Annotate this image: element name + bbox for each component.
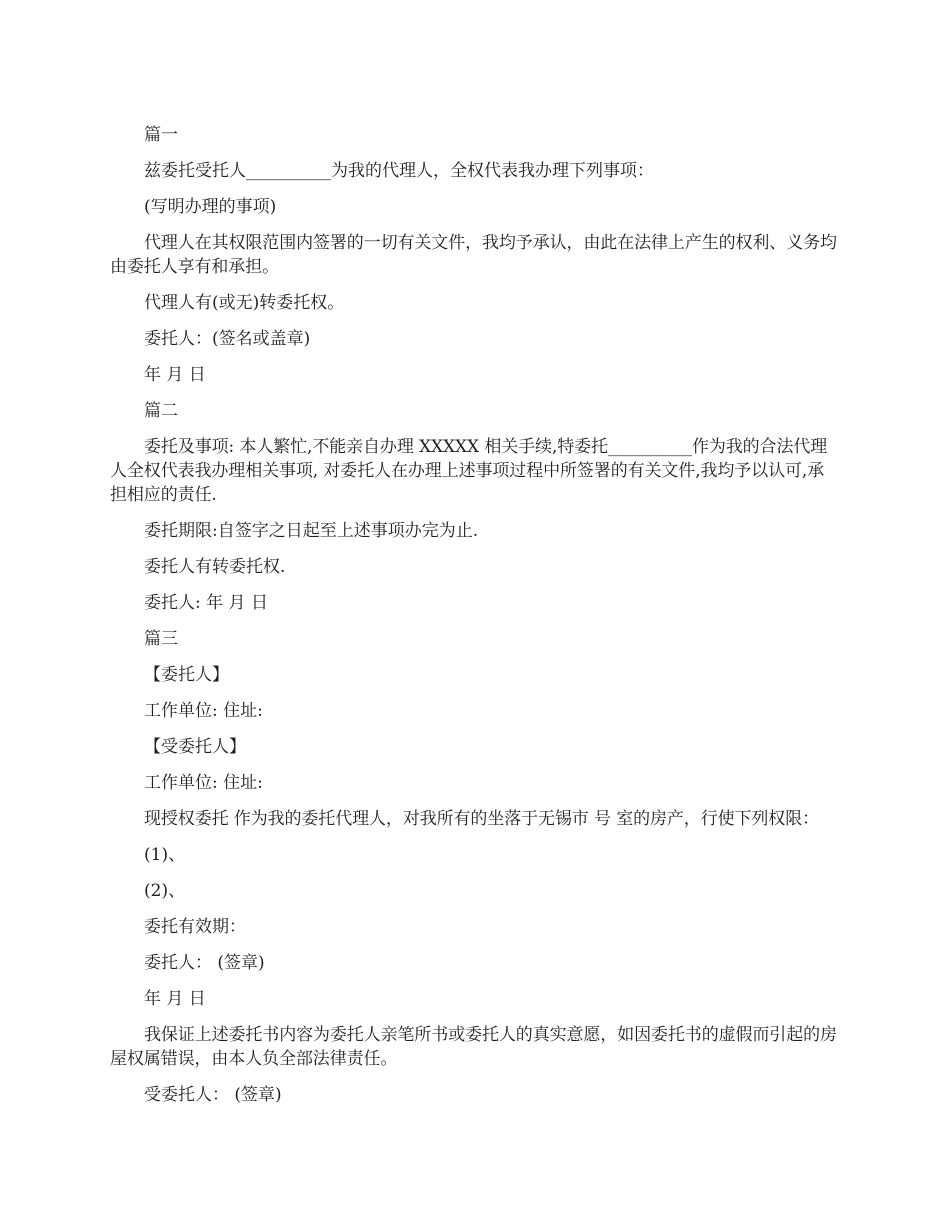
paragraph-3-12: 受委托人： (签章) bbox=[144, 1085, 282, 1105]
paragraph-3-10: 年 月 日 bbox=[144, 989, 206, 1009]
paragraph-3-5: 现授权委托 作为我的委托代理人，对我所有的坐落于无锡市 号 室的房产，行使下列权限： bbox=[144, 809, 820, 829]
paragraph-2-3: 委托人有转委托权. bbox=[144, 557, 286, 577]
paragraph-1-2: (写明办理的事项) bbox=[144, 197, 277, 217]
paragraph-3-4: 工作单位: 住址: bbox=[144, 773, 263, 793]
paragraph-1-4: 代理人有(或无)转委托权。 bbox=[144, 293, 345, 313]
section-title-2: 篇二 bbox=[144, 401, 178, 421]
paragraph-3-7: (2)、 bbox=[144, 881, 186, 901]
paragraph-3-2: 工作单位: 住址: bbox=[144, 701, 263, 721]
paragraph-1-1: 兹委托受托人__________为我的代理人，全权代表我办理下列事项： bbox=[144, 161, 654, 181]
paragraph-1-6: 年 月 日 bbox=[144, 365, 206, 385]
paragraph-1-3: 代理人在其权限范围内签署的一切有关文件，我均予承认，由此在法律上产生的权利、义务均由委托人享有和承担。 bbox=[110, 233, 837, 277]
paragraph-3-3: 【受委托人】 bbox=[144, 737, 246, 757]
paragraph-3-9: 委托人： (签章) bbox=[144, 953, 265, 973]
paragraph-2-4: 委托人: 年 月 日 bbox=[144, 593, 268, 613]
paragraph-3-6: (1)、 bbox=[144, 845, 186, 865]
paragraph-1-5: 委托人：(签名或盖章) bbox=[144, 329, 311, 349]
paragraph-2-1: 委托及事项: 本人繁忙,不能亲自办理 XXXXX 相关手续,特委托__________作为我的合法代理人全权代表我办理相关事项, 对委托人在办理上述事项过程中所签署的有关文件,我均予以认可,承担相应的责任. bbox=[110, 437, 828, 505]
paragraph-3-11: 我保证上述委托书内容为委托人亲笔所书或委托人的真实意愿，如因委托书的虚假而引起的房屋权属错误，由本人负全部法律责任。 bbox=[110, 1025, 837, 1069]
paragraph-2-2: 委托期限:自签字之日起至上述事项办完为止. bbox=[144, 521, 479, 541]
paragraph-3-1: 【委托人】 bbox=[144, 665, 229, 685]
document-page bbox=[110, 123, 840, 1107]
paragraph-3-8: 委托有效期： bbox=[144, 917, 246, 937]
section-title-1: 篇一 bbox=[144, 125, 178, 145]
section-title-3: 篇三 bbox=[144, 629, 178, 649]
